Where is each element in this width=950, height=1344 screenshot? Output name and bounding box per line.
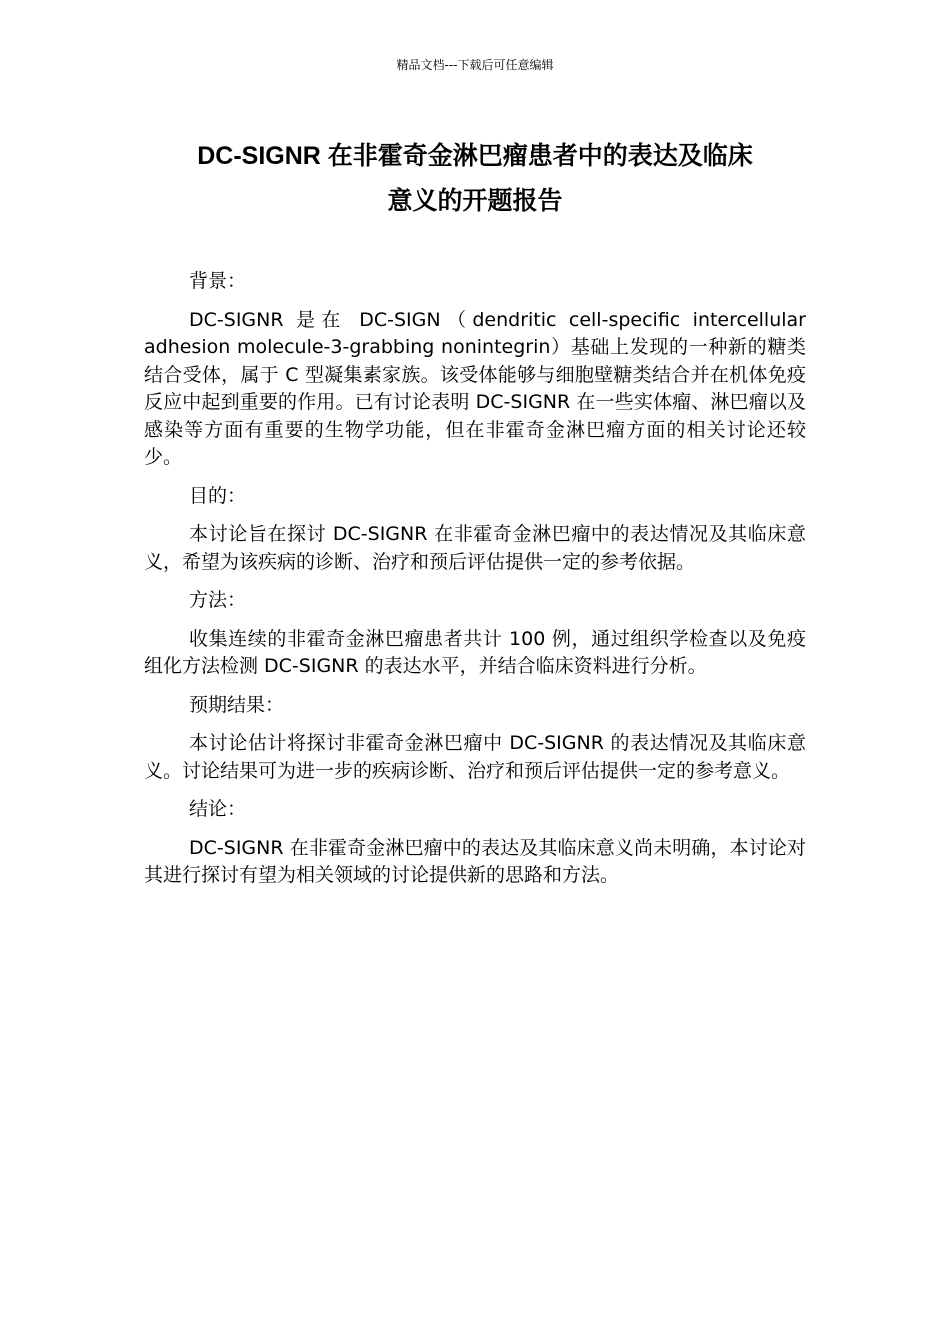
title-line-1: DC-SIGNR 在非霍奇金淋巴瘤患者中的表达及临床 <box>197 142 753 170</box>
section-heading-expected-results: 预期结果： <box>189 693 285 716</box>
section-heading-background: 背景： <box>189 270 247 292</box>
section-text-expected-results: 本讨论估计将探讨非霍奇金淋巴瘤中 DC-SIGNR 的表达情况及其临床意义。讨论结果可为进一步的疾病诊断、治疗和预后评估提供一定的参考意义。 <box>144 732 806 782</box>
section-heading-methods: 方法： <box>189 589 247 611</box>
document-body <box>144 268 806 901</box>
header-note: 精品文档---下载后可任意编辑 <box>396 58 554 72</box>
section-text-purpose: 本讨论旨在探讨 DC-SIGNR 在非霍奇金淋巴瘤中的表达情况及其临床意义，希望为该疾病的诊断、治疗和预后评估提供一定的参考依据。 <box>144 523 806 573</box>
section-text-methods: 收集连续的非霍奇金淋巴瘤患者共计 100 例，通过组织学检查以及免疫组化方法检测 DC-SIGNR 的表达水平，并结合临床资料进行分析。 <box>144 627 806 677</box>
section-text-background: DC-SIGNR 是在 DC-SIGN（dendritic cell-specific intercellular adhesion molecule-3-grabbing nonintegrin）基础上发现的一种新的糖类结合受体，属于 C 型凝集素家族。该受体能够与细胞壁糖类结合并在机体免疫反应中起到重要的作用。已有讨论表明 DC-SIGNR 在一些实体瘤、淋巴瘤以及感染等方面有重要的生物学功能，但在非霍奇金淋巴瘤方面的相关讨论还较少。 <box>144 308 806 468</box>
section-heading-conclusion: 结论： <box>189 798 247 820</box>
document-title <box>144 134 806 224</box>
section-heading-purpose: 目的： <box>189 484 247 507</box>
section-text-conclusion: DC-SIGNR 在非霍奇金淋巴瘤中的表达及其临床意义尚未明确，本讨论对其进行探讨有望为相关领域的讨论提供新的思路和方法。 <box>144 836 806 886</box>
title-line-2: 意义的开题报告 <box>387 187 563 215</box>
